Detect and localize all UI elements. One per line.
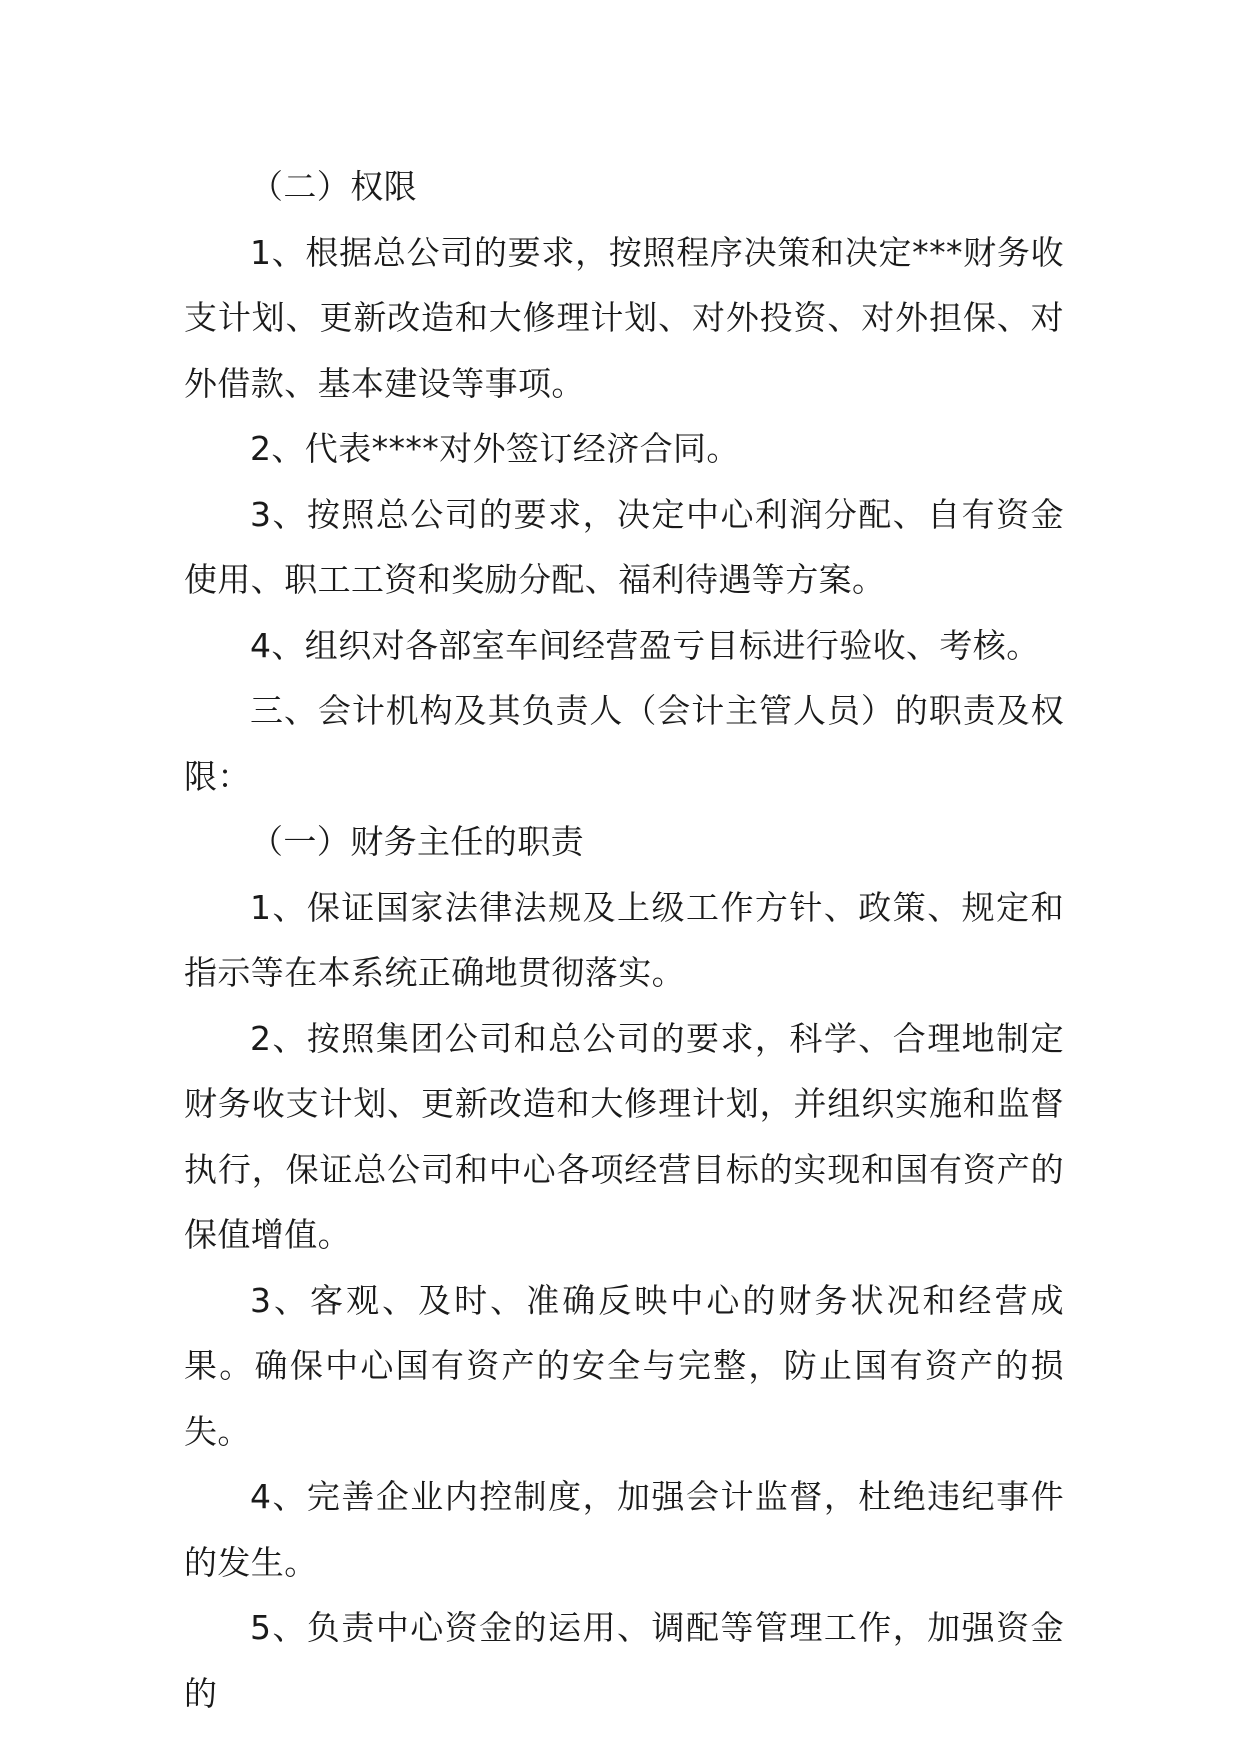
paragraph-duty-1: 1、保证国家法律法规及上级工作方针、政策、规定和指示等在本系统正确地贯彻落实。 xyxy=(184,887,1064,992)
paragraph-duty-3: 3、客观、及时、准确反映中心的财务状况和经营成果。确保中心国有资产的安全与完整，防止国有资产的损失。 xyxy=(184,1280,1064,1451)
subsection-heading-director-duties: （一）财务主任的职责 xyxy=(250,822,584,861)
paragraph-authority-2: 2、代表****对外签订经济合同。 xyxy=(250,429,740,468)
paragraph-duty-2: 2、按照集团公司和总公司的要求，科学、合理地制定财务收支计划、更新改造和大修理计划，并组织实施和监督执行，保证总公司和中心各项经营目标的实现和国有资产的保值增值。 xyxy=(184,1018,1064,1254)
section-heading-authority: （二）权限 xyxy=(250,167,417,206)
paragraph-authority-4: 4、组织对各部室车间经营盈亏目标进行验收、考核。 xyxy=(250,625,1040,665)
paragraph-duty-4: 4、完善企业内控制度，加强会计监督，杜绝违纪事件的发生。 xyxy=(184,1477,1064,1582)
section-heading-accounting: 三、会计机构及其负责人（会计主管人员）的职责及权限： xyxy=(184,691,1064,796)
paragraph-duty-5: 5、负责中心资金的运用、调配等管理工作，加强资金的 xyxy=(184,1608,1064,1713)
document-body xyxy=(184,154,1064,1726)
paragraph-authority-1: 1、根据总公司的要求，按照程序决策和决定***财务收支计划、更新改造和大修理计划、对外投资、对外担保、对外借款、基本建设等事项。 xyxy=(184,232,1064,403)
paragraph-authority-3: 3、按照总公司的要求，决定中心利润分配、自有资金使用、职工工资和奖励分配、福利待遇等方案。 xyxy=(184,494,1064,599)
